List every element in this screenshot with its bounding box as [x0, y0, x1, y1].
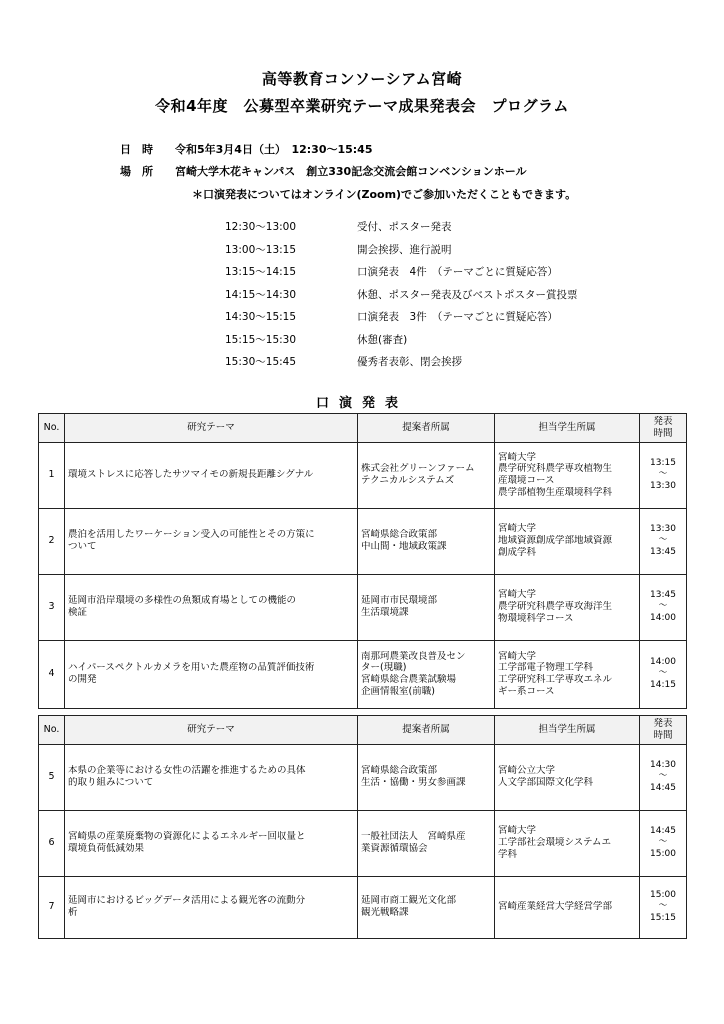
- cell-student: [495, 744, 640, 810]
- presentation-table-2: [38, 715, 687, 939]
- schedule-time: 13:15～14:15: [225, 266, 297, 278]
- student-text: 宮崎大学: [498, 523, 537, 535]
- student-text: 農学研究科農学専攻海洋生: [498, 601, 613, 613]
- time-start: 13:45: [650, 589, 676, 600]
- theme-text: 検証: [68, 607, 88, 619]
- schedule-item: [225, 287, 645, 310]
- cell-no: 3: [39, 574, 65, 640]
- theme-text: ついて: [68, 541, 97, 553]
- place-value: 宮崎大学木花キャンパス 創立330記念交流会館コンベンションホール: [175, 165, 527, 178]
- proposer-text: 延岡市市民環境部: [361, 595, 438, 607]
- time-start: 15:00: [650, 889, 676, 900]
- header-time: 発表 時間: [640, 716, 687, 745]
- header-proposer: 提案者所属: [358, 716, 495, 745]
- time-end: 15:15: [650, 913, 676, 924]
- cell-proposer: [358, 442, 495, 508]
- cell-student: [495, 876, 640, 938]
- student-text: 農学部植物生産環境科学科: [498, 487, 613, 499]
- cell-time: [640, 744, 687, 810]
- section-heading: 口演発表: [315, 396, 408, 411]
- table-row: [39, 744, 687, 810]
- theme-text: 環境負荷低減効果: [68, 843, 145, 855]
- theme-text: 環境ストレスに応答したサツマイモの新規長距離シグナル: [68, 469, 314, 481]
- student-text: 人文学部国際文化学科: [498, 777, 594, 789]
- proposer-text: テクニカルシステムズ: [361, 475, 455, 487]
- student-text: 宮崎産業経営大学経営学部: [498, 901, 613, 913]
- cell-time: [640, 574, 687, 640]
- schedule-event: 受付、ポスター発表: [357, 221, 452, 233]
- schedule-event: 休憩(審査): [357, 333, 408, 346]
- cell-no: 4: [39, 640, 65, 708]
- student-text: 地域資源創成学部地域資源: [498, 535, 613, 547]
- theme-text: 延岡市におけるビッグデータ活用による観光客の流動分: [68, 895, 306, 907]
- time-end: 14:45: [650, 783, 676, 794]
- proposer-text: 南那珂農業改良普及セン: [361, 650, 466, 662]
- proposer-text: 生活環境課: [361, 607, 409, 619]
- time-start: 14:45: [650, 825, 676, 836]
- proposer-text: 業資源循環協会: [361, 843, 428, 855]
- cell-time: [640, 810, 687, 876]
- theme-text: ハイパースペクトルカメラを用いた農産物の品質評価技術: [68, 662, 315, 674]
- student-text: 工学部電子物理工学科: [498, 662, 594, 674]
- cell-student: [495, 810, 640, 876]
- theme-text: 宮崎県の産業廃棄物の資源化によるエネルギー回収量と: [68, 831, 306, 843]
- schedule-item: [225, 309, 645, 332]
- cell-theme: [65, 508, 358, 574]
- cell-theme: [65, 442, 358, 508]
- proposer-text: 中山間・地域政策課: [361, 541, 447, 553]
- cell-no: 1: [39, 442, 65, 508]
- header-student: 担当学生所属: [495, 716, 640, 745]
- proposer-text: 一般社団法人 宮崎県産: [361, 831, 466, 843]
- table-row: [39, 810, 687, 876]
- cell-student: [495, 508, 640, 574]
- cell-proposer: [358, 574, 495, 640]
- cell-proposer: [358, 640, 495, 708]
- page-title: 令和4年度 公募型卒業研究テーマ成果発表会 プログラム: [155, 97, 569, 115]
- header-student: 担当学生所属: [495, 414, 640, 443]
- cell-no: 7: [39, 876, 65, 938]
- schedule-item: [225, 219, 645, 242]
- time-end: 14:00: [650, 613, 676, 624]
- time-end: 15:00: [650, 849, 676, 860]
- student-text: 宮崎大学: [498, 451, 537, 463]
- theme-text: 析: [68, 907, 78, 919]
- cell-no: 6: [39, 810, 65, 876]
- time-start: 13:15: [650, 457, 676, 468]
- header-proposer: 提案者所属: [358, 414, 495, 443]
- proposer-text: 延岡市商工観光文化部: [361, 895, 457, 907]
- proposer-text: 宮崎県総合農業試験場: [361, 674, 457, 686]
- date-label: 日 時: [120, 143, 153, 156]
- cell-student: [495, 640, 640, 708]
- time-start: 14:00: [650, 656, 676, 667]
- date-value: 令和5年3月4日（土） 12:30～15:45: [175, 143, 373, 156]
- theme-text: 本県の企業等における女性の活躍を推進するための具体: [68, 765, 306, 777]
- cell-time: [640, 640, 687, 708]
- table-row: [39, 876, 687, 938]
- student-text: 宮崎大学: [498, 825, 537, 837]
- table-row: [39, 442, 687, 508]
- cell-proposer: [358, 508, 495, 574]
- time-start: 14:30: [650, 759, 676, 770]
- table-header-row: [39, 716, 687, 745]
- student-text: 宮崎大学: [498, 650, 537, 662]
- event-date: [120, 141, 680, 157]
- student-text: 宮崎大学: [498, 589, 537, 601]
- student-text: 学科: [498, 849, 518, 861]
- organization-title: 高等教育コンソーシアム宮崎: [261, 70, 463, 88]
- cell-theme: [65, 574, 358, 640]
- schedule-time: 15:15～15:30: [225, 333, 297, 346]
- time-separator: ～: [658, 535, 668, 546]
- schedule-item: [225, 354, 645, 377]
- proposer-text: 宮崎県総合政策部: [361, 765, 438, 777]
- schedule-event: 休憩、ポスター発表及びベストポスター賞投票: [357, 288, 578, 301]
- theme-text: 農泊を活用したワーケーション受入の可能性とその方策に: [68, 529, 315, 541]
- cell-theme: [65, 876, 358, 938]
- header-time: 発表 時間: [640, 414, 687, 443]
- cell-theme: [65, 744, 358, 810]
- student-text: ギー系コース: [498, 686, 555, 698]
- time-separator: ～: [658, 601, 668, 612]
- student-text: 農学研究科農学専攻植物生: [498, 463, 613, 475]
- student-text: 創成学科: [498, 547, 537, 559]
- schedule-event: 優秀者表彰、閉会挨拶: [357, 356, 462, 368]
- schedule-time: 14:15～14:30: [225, 288, 297, 301]
- header-no: No.: [39, 414, 65, 443]
- header-theme: 研究テーマ: [65, 414, 358, 443]
- time-start: 13:30: [650, 523, 676, 534]
- cell-student: [495, 442, 640, 508]
- cell-theme: [65, 640, 358, 708]
- time-separator: ～: [658, 901, 668, 912]
- time-separator: ～: [658, 771, 668, 782]
- student-text: 物環境科学コース: [498, 613, 574, 625]
- cell-no: 5: [39, 744, 65, 810]
- proposer-text: 生活・協働・男女参画課: [361, 777, 466, 789]
- theme-text: 延岡市沿岸環境の多様性の魚類成育場としての機能の: [68, 595, 297, 607]
- student-text: 工学部社会環境システムエ: [498, 837, 612, 849]
- schedule-event: 口演発表 3件 （テーマごとに質疑応答）: [357, 311, 558, 323]
- schedule-time: 13:00～13:15: [225, 243, 297, 256]
- time-end: 14:15: [650, 680, 676, 691]
- cell-time: [640, 508, 687, 574]
- theme-text: の開発: [68, 674, 97, 686]
- time-end: 13:45: [650, 547, 676, 558]
- cell-time: [640, 442, 687, 508]
- cell-no: 2: [39, 508, 65, 574]
- schedule-event: 開会挨拶、進行説明: [357, 243, 452, 256]
- proposer-text: 宮崎県総合政策部: [361, 529, 438, 541]
- header-theme: 研究テーマ: [65, 716, 358, 745]
- cell-proposer: [358, 876, 495, 938]
- table-row: [39, 640, 687, 708]
- table-row: [39, 508, 687, 574]
- proposer-text: 企画情報室(前職): [361, 686, 435, 698]
- student-text: 産環境コース: [498, 475, 555, 487]
- theme-text: 的取り組みについて: [68, 777, 154, 789]
- presentation-table-1: [38, 413, 687, 709]
- time-end: 13:30: [650, 481, 676, 492]
- schedule-time: 14:30～15:15: [225, 311, 297, 323]
- table-header-row: [39, 414, 687, 443]
- schedule-time: 15:30～15:45: [225, 356, 297, 368]
- student-text: 工学研究科工学専攻エネル: [498, 674, 613, 686]
- cell-theme: [65, 810, 358, 876]
- cell-student: [495, 574, 640, 640]
- cell-time: [640, 876, 687, 938]
- cell-proposer: [358, 810, 495, 876]
- table-row: [39, 574, 687, 640]
- schedule-item: [225, 264, 645, 287]
- proposer-text: 観光戦略課: [361, 907, 409, 919]
- time-separator: ～: [658, 837, 668, 848]
- schedule-time: 12:30～13:00: [225, 221, 297, 233]
- event-place: [120, 163, 680, 179]
- schedule-event: 口演発表 4件 （テーマごとに質疑応答）: [357, 266, 558, 278]
- online-note: ＊口演発表についてはオンライン(Zoom)でご参加いただくこともできます。: [192, 188, 577, 201]
- header-no: No.: [39, 716, 65, 745]
- cell-proposer: [358, 744, 495, 810]
- proposer-text: 株式会社グリーンファーム: [361, 463, 475, 475]
- place-label: 場 所: [120, 165, 153, 178]
- schedule-list: [225, 219, 645, 377]
- schedule-item: [225, 332, 645, 355]
- schedule-item: [225, 242, 645, 265]
- time-separator: ～: [658, 668, 668, 679]
- proposer-text: ター(現職): [361, 662, 407, 674]
- student-text: 宮崎公立大学: [498, 765, 556, 777]
- time-separator: ～: [658, 469, 668, 480]
